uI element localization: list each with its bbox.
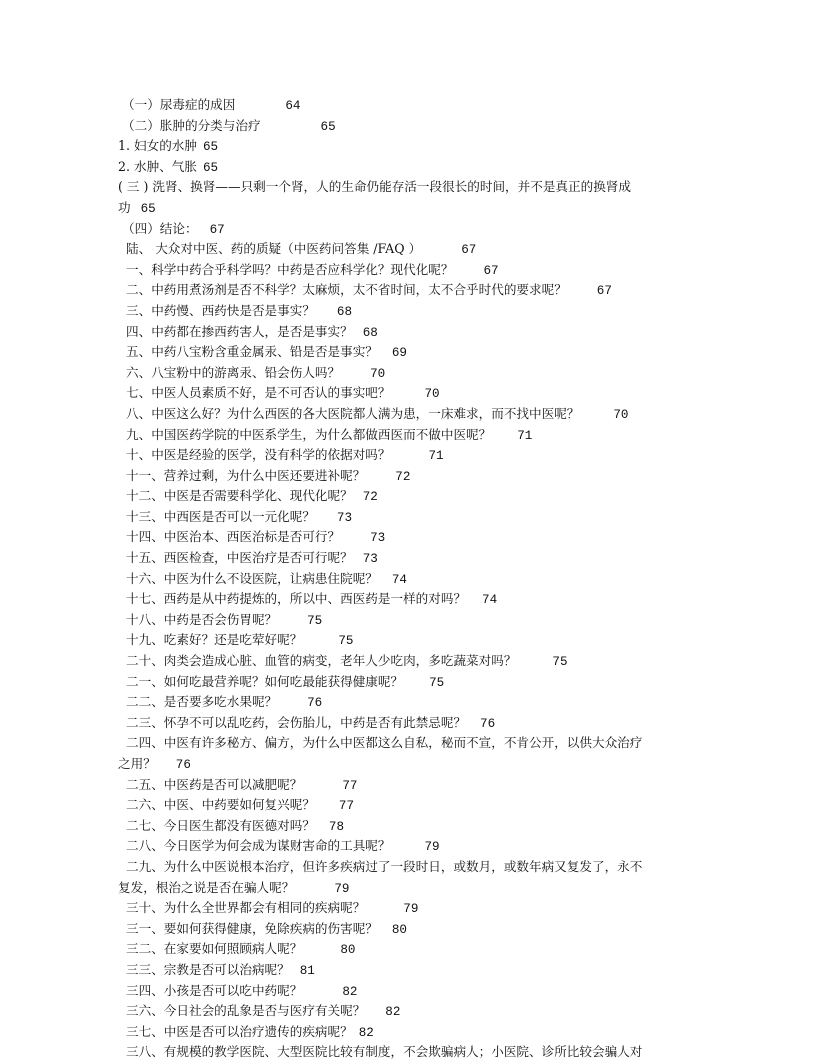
toc-entry-title: 三六、今日社会的乱象是否与医疗有关呢？	[126, 1003, 366, 1019]
toc-entry-page: 72	[395, 469, 411, 484]
toc-entry-page: 74	[391, 572, 407, 587]
toc-entry[interactable]	[118, 219, 718, 240]
toc-entry[interactable]	[118, 878, 718, 899]
toc-entry[interactable]	[118, 260, 718, 281]
toc-entry[interactable]	[118, 795, 718, 816]
toc-entry[interactable]	[118, 733, 718, 754]
toc-entry-title: 二九、为什么中医说根本治疗，但许多疾病过了一段时日，或数月，或数年病又复发了，永不	[126, 858, 643, 874]
toc-entry-page: 77	[338, 799, 355, 814]
toc-entry[interactable]	[118, 363, 718, 384]
toc-entry-page: 79	[424, 840, 440, 855]
toc-entry[interactable]	[118, 342, 718, 363]
toc-entry[interactable]	[118, 610, 718, 631]
toc-entry[interactable]	[118, 425, 718, 446]
toc-entry-page: 77	[342, 778, 358, 793]
toc-entry-page: 65	[203, 160, 219, 175]
toc-entry-page: 82	[385, 1005, 401, 1020]
toc-entry-title: 二六、中医、中药要如何复兴呢？	[126, 797, 315, 813]
toc-entry-page: 79	[403, 902, 419, 917]
toc-entry[interactable]	[118, 939, 718, 960]
toc-entry-page: 69	[391, 346, 407, 361]
toc-entry-page: 82	[342, 984, 358, 999]
toc-entry-title: 十七、西药是从中药提炼的，所以中、西医药是一样的对吗？	[126, 591, 467, 607]
toc-entry-page: 70	[370, 366, 386, 381]
toc-entry-title: 十九、吃素好？还是吃荤好呢？	[126, 632, 303, 648]
toc-entry[interactable]	[118, 548, 718, 569]
toc-entry-title: 十六、中医为什么不设医院，让病患住院呢？	[126, 570, 378, 586]
toc-entry[interactable]	[118, 692, 718, 713]
toc-entry[interactable]	[118, 630, 718, 651]
toc-entry[interactable]	[118, 1022, 718, 1043]
toc-entry-title: 二七、今日医生都没有医德对吗？	[126, 817, 315, 833]
toc-entry-title: 二二、是否要多吃水果呢？	[126, 694, 278, 710]
toc-entry-title: 三七、中医是否可以治疗遗传的疾病呢？	[126, 1023, 353, 1039]
toc-entry-page: 75	[307, 613, 323, 628]
toc-entry-title: 十四、中医治本、西医治标是否可行？	[126, 529, 341, 545]
toc-entry-page: 67	[461, 243, 477, 258]
toc-entry[interactable]	[118, 754, 718, 775]
toc-entry[interactable]	[118, 651, 718, 672]
toc-entry[interactable]	[118, 445, 718, 466]
toc-entry-title: 十二、中医是否需要科学化、现代化呢？	[126, 488, 353, 504]
toc-entry-title: 十、中医是经验的医学，没有科学的依据对吗？	[126, 447, 391, 463]
toc-entry-title: 十一、营养过剩，为什么中医还要进补呢？	[126, 467, 366, 483]
toc-entry-title: 2. 水肿、气胀	[118, 158, 197, 174]
toc-entry-title: 三二、在家要如何照顾病人呢？	[126, 941, 303, 957]
toc-entry-page: 76	[307, 696, 323, 711]
toc-entry-page: 76	[175, 758, 191, 772]
toc-entry[interactable]	[118, 486, 718, 507]
toc-entry-title: 三十、为什么全世界都会有相同的疾病呢？	[126, 900, 366, 916]
toc-entry-title: 一、科学中药合乎科学吗？中药是否应科学化？现代化呢？	[126, 261, 454, 277]
toc-entry[interactable]	[118, 1001, 718, 1022]
toc-entry-title: 九、中国医药学院的中医系学生，为什么都做西医而不做中医呢？	[126, 426, 492, 442]
toc-entry-page: 67	[209, 222, 225, 237]
toc-entry-title: 五、中药八宝粉含重金属汞、铅是否是事实？	[126, 344, 378, 360]
toc-entry[interactable]	[118, 301, 718, 322]
toc-entry[interactable]	[118, 589, 718, 610]
toc-entry-page: 67	[483, 263, 499, 278]
toc-entry-page: 73	[370, 531, 386, 546]
toc-entry-title: 二一、如何吃最营养呢？如何吃最能获得健康呢？	[126, 673, 404, 689]
toc-entry-title: 十三、中西医是否可以一元化呢？	[126, 508, 315, 524]
toc-entry-title: 复发，根治之说是否在骗人呢？	[118, 879, 295, 895]
toc-entry[interactable]	[118, 672, 718, 693]
toc-entry[interactable]	[118, 960, 718, 981]
toc-entry-page: 73	[362, 552, 378, 567]
toc-entry-page: 68	[362, 325, 378, 340]
toc-entry-title: 三八、有规模的教学医院、大型医院比较有制度，不会欺骗病人；小医院、诊所比较会骗人对	[126, 1044, 643, 1060]
toc-entry[interactable]	[118, 836, 718, 857]
toc-entry[interactable]	[118, 569, 718, 590]
toc-entry-title: 二五、中医药是否可以减肥呢？	[126, 776, 303, 792]
toc-entry[interactable]	[118, 116, 718, 137]
toc-entry[interactable]	[118, 466, 718, 487]
toc-entry[interactable]	[118, 816, 718, 837]
toc-entry-page: 71	[428, 449, 444, 464]
toc-entry-page: 73	[336, 510, 353, 525]
table-of-contents	[118, 95, 718, 1063]
toc-entry-title: 三、中药慢、西药快是否是事实？	[126, 302, 315, 318]
toc-entry-page: 65	[140, 201, 156, 216]
toc-entry-title: （四）结论：	[122, 220, 198, 236]
toc-entry[interactable]	[118, 775, 718, 796]
toc-entry-page: 64	[285, 99, 301, 113]
toc-entry[interactable]	[118, 157, 718, 178]
toc-entry[interactable]	[118, 322, 718, 343]
toc-entry[interactable]	[118, 177, 718, 198]
toc-entry-page: 67	[596, 284, 612, 299]
toc-entry-title: 二四、中医有许多秘方、偏方，为什么中医都这么自私，秘而不宣，不肯公开，以供大众治疗	[126, 735, 643, 751]
toc-entry-page: 78	[328, 819, 345, 834]
toc-entry-page: 68	[336, 304, 353, 319]
toc-entry[interactable]	[118, 919, 718, 940]
toc-entry-page: 80	[391, 922, 407, 937]
toc-entry[interactable]	[118, 383, 718, 404]
toc-entry-title: 功	[118, 199, 131, 215]
toc-entry-page: 72	[362, 490, 378, 505]
toc-entry-title: 十五、西医检查，中医治疗是否可行呢？	[126, 550, 353, 566]
toc-entry-page: 71	[517, 428, 533, 443]
toc-entry-page: 75	[338, 634, 354, 649]
toc-entry[interactable]	[118, 198, 718, 219]
toc-entry-page: 74	[482, 593, 498, 608]
toc-entry-title: ( 三 ) 洗肾、换肾——只剩一个肾，人的生命仍能存活一段很长的时间，并不是真正的换肾成	[118, 179, 631, 195]
toc-entry-page: 70	[424, 387, 440, 402]
toc-entry[interactable]	[118, 857, 718, 878]
toc-entry-page: 65	[320, 119, 336, 134]
toc-entry-title: 二三、怀孕不可以乱吃药，会伤胎儿，中药是否有此禁忌呢？	[126, 714, 467, 730]
toc-entry[interactable]	[118, 981, 718, 1002]
toc-entry[interactable]	[118, 1042, 718, 1063]
toc-entry-title: 八、中医这么好？为什么西医的各大医院都人满为患，一床难求，而不找中医呢？	[126, 405, 580, 421]
toc-entry[interactable]	[118, 95, 718, 116]
toc-entry-title: 四、中药都在掺西药害人，是否是事实？	[126, 323, 353, 339]
toc-entry-title: 之用？	[118, 756, 156, 771]
toc-entry-title: 六、八宝粉中的游离汞、铅会伤人吗？	[126, 364, 341, 380]
toc-entry-title: 陆、 大众对中医、药的质疑（中医药问答集 /FAQ ）	[126, 241, 422, 257]
toc-entry-title: 三四、小孩是否可以吃中药呢？	[126, 982, 303, 998]
toc-entry-title: 二十、肉类会造成心脏、血管的病变，老年人少吃肉，多吃蔬菜对吗？	[126, 653, 517, 669]
toc-entry-title: 十八、中药是否会伤胃呢？	[126, 611, 278, 627]
toc-entry-page: 80	[340, 943, 356, 958]
toc-entry-title: 二、中药用煮汤剂是否不科学？太麻烦，太不省时间，太不合乎时代的要求呢？	[126, 282, 567, 298]
toc-entry[interactable]	[118, 713, 718, 734]
toc-entry-title: 三三、宗教是否可以治病呢？	[126, 961, 290, 977]
toc-entry[interactable]	[118, 527, 718, 548]
toc-entry[interactable]	[118, 404, 718, 425]
toc-entry[interactable]	[118, 136, 718, 157]
toc-entry-page: 70	[613, 407, 629, 422]
toc-entry-page: 81	[299, 963, 315, 978]
toc-entry-page: 65	[203, 140, 219, 155]
toc-entry-page: 75	[429, 675, 445, 690]
toc-entry-title: 1. 妇女的水肿	[118, 138, 197, 154]
toc-entry[interactable]	[118, 280, 718, 301]
toc-entry-title: （二）胀肿的分类与治疗	[122, 117, 261, 133]
toc-entry[interactable]	[118, 507, 718, 528]
toc-entry[interactable]	[118, 239, 718, 260]
toc-entry-page: 79	[334, 881, 350, 896]
toc-entry-page: 75	[552, 655, 568, 670]
toc-entry-page: 82	[358, 1025, 374, 1040]
toc-entry[interactable]	[118, 898, 718, 919]
toc-entry-title: 七、中医人员素质不好，是不可否认的事实吧？	[126, 385, 391, 401]
toc-entry-title: 二八、今日医学为何会成为谋财害命的工具呢？	[126, 838, 391, 854]
toc-entry-title: 三一、要如何获得健康，免除疾病的伤害呢？	[126, 920, 378, 936]
toc-entry-page: 76	[480, 716, 496, 731]
toc-entry-title: （一）尿毒症的成因	[122, 97, 236, 112]
